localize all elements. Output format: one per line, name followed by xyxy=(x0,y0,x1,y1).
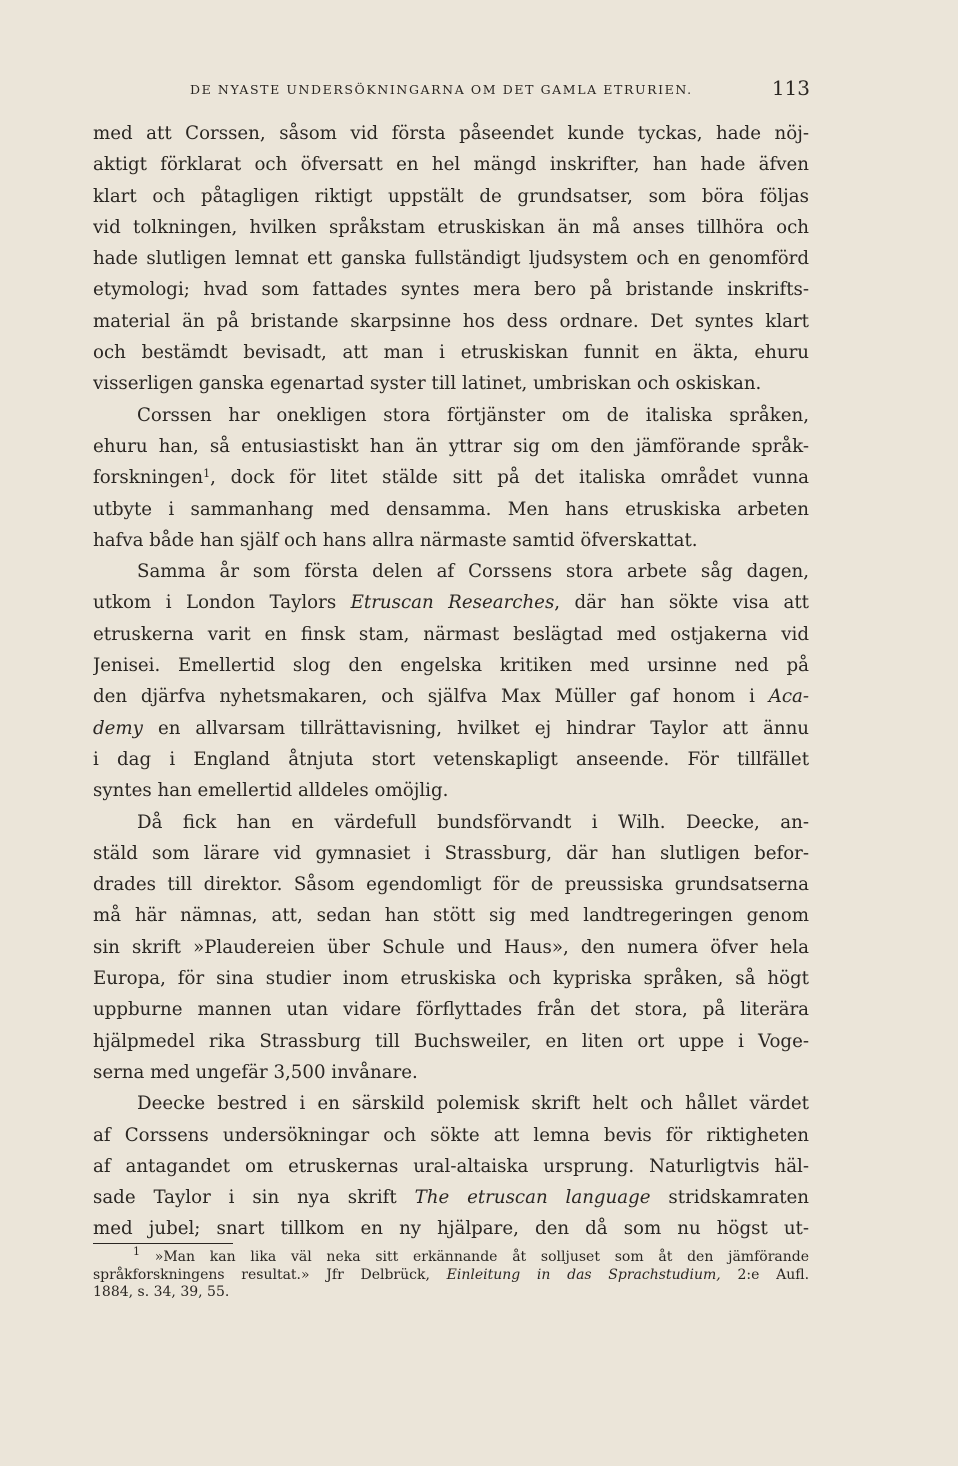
footnote-reference: 1 xyxy=(203,467,211,481)
text-line: stäld som lärare vid gymnasiet i Strassburg, där han slutligen befor- xyxy=(93,842,809,864)
text-line: må här nämnas, att, sedan han stött sig med landtregeringen genom xyxy=(93,905,809,927)
footnote-text: språkforskningens resultat.» Jfr Delbrück, xyxy=(93,1266,430,1283)
text-line: uppburne mannen utan vidare förflyttades från det stora, på literära xyxy=(93,999,809,1021)
text-line-with-title xyxy=(93,587,809,618)
footnote-line xyxy=(93,1267,809,1285)
page-number: 113 xyxy=(771,76,810,100)
text-line-with-title xyxy=(93,681,809,712)
text-line: och bestämdt bevisadt, att man i etruskiskan funnit en äkta, ehuru xyxy=(93,342,809,364)
text-line: drades till direktor. Såsom egendomligt för de preussiska grundsatserna xyxy=(93,874,809,896)
text-line: syntes han emellertid alldeles omöjlig. xyxy=(93,780,449,802)
text-line: med att Corssen, såsom vid första påseendet kunde tyckas, hade nöj- xyxy=(93,123,809,144)
text-line: af Corssens undersökningar och sökte att lemna bevis för riktigheten xyxy=(93,1124,809,1146)
text-line: Jenisei. Emellertid slog den engelska kritiken med ursinne ned på xyxy=(93,655,809,677)
body-text xyxy=(93,118,809,1245)
text-line: sin skrift »Plaudereien über Schule und Haus», den numera öfver hela xyxy=(93,936,809,958)
text-fragment: den djärfva nyhetsmakaren, och själfva Max Müller gaf honom i xyxy=(93,686,755,708)
text-line: serna med ungefär 3,500 invånare. xyxy=(93,1061,418,1083)
text-fragment: , där han sökte visa att xyxy=(554,592,809,614)
book-title: Etruscan Researches xyxy=(350,592,555,614)
footnote-line xyxy=(93,1245,809,1267)
book-title: The etruscan language xyxy=(414,1187,651,1209)
footnote xyxy=(93,1245,810,1302)
text-line: Corssen har onekligen stora förtjänster om de italiska språken, xyxy=(137,404,809,426)
text-fragment: utkom i London Taylors xyxy=(93,592,337,614)
text-fragment: stridskamraten xyxy=(668,1187,809,1209)
footnote-text: »Man kan lika väl neka sitt erkännande åt solljuset som åt den jämförande xyxy=(154,1249,809,1265)
text-line-with-title xyxy=(93,713,809,744)
text-line: etruskerna varit en finsk stam, närmast beslägtad med ostjakerna vid xyxy=(93,623,809,645)
text-line: Då fick han en värdefull bundsförvandt i Wilh. Deecke, an- xyxy=(137,811,809,833)
text-line: visserligen ganska egenartad syster till latinet, umbriskan och oskiskan. xyxy=(93,373,762,395)
footnote-text: 2:e Aufl. xyxy=(737,1266,810,1283)
text-fragment: forskningen xyxy=(93,467,204,489)
running-head: DE NYASTE UNDERSÖKNINGARNA OM DET GAMLA ETRURIEN. xyxy=(190,82,693,97)
text-line-with-title xyxy=(93,1182,809,1213)
text-line: Europa, för sina studier inom etruskiska och kypriska språken, så högt xyxy=(93,968,809,990)
text-line: hafva både han själf och hans allra närmaste samtid öfverskattat. xyxy=(93,529,698,551)
journal-title: demy xyxy=(93,717,143,739)
text-fragment: , dock för litet stälde sitt på det italiska området vunna xyxy=(210,467,809,489)
page-header xyxy=(190,78,810,104)
text-line: af antagandet om etruskernas ural-altaiska ursprung. Naturligtvis häl- xyxy=(93,1155,809,1177)
text-line: etymologi; hvad som fattades syntes mera bero på bristande inskrifts- xyxy=(93,279,809,301)
footnote-rule xyxy=(93,1243,233,1244)
text-line: med jubel; snart tillkom en ny hjälpare, den då som nu högst ut- xyxy=(93,1218,809,1240)
text-line: ehuru han, så entusiastiskt han än yttrar sig om den jämförande språk- xyxy=(93,435,809,457)
text-line: Deecke bestred i en särskild polemisk skrift helt och hållet värdet xyxy=(137,1093,809,1115)
text-line: klart och påtagligen riktigt uppstält de grundsatser, som böra följas xyxy=(93,185,809,207)
cited-title: Einleitung in das Sprachstudium, xyxy=(446,1266,721,1283)
text-line: hjälpmedel rika Strassburg till Buchsweiler, en liten ort uppe i Voge- xyxy=(93,1030,809,1052)
text-line: material än på bristande skarpsinne hos dess ordnare. Det syntes klart xyxy=(93,310,809,332)
text-line-with-note xyxy=(93,462,809,493)
text-fragment: sade Taylor i sin nya skrift xyxy=(93,1187,397,1209)
text-line: hade slutligen lemnat ett ganska fullständigt ljudsystem och en genomförd xyxy=(93,248,809,270)
text-line: aktigt förklarat och öfversatt en hel mängd inskrifter, han hade äfven xyxy=(93,154,809,176)
text-fragment: en allvarsam tillrättavisning, hvilket ej hindrar Taylor att ännu xyxy=(157,717,809,739)
footnote-line: 1884, s. 34, 39, 55. xyxy=(93,1284,230,1300)
text-line: utbyte i sammanhang med densamma. Men hans etruskiska arbeten xyxy=(93,498,809,520)
text-line: Samma år som första delen af Corssens stora arbete såg dagen, xyxy=(137,561,809,583)
text-line: i dag i England åtnjuta stort vetenskapligt anseende. För tillfället xyxy=(93,748,809,770)
text-line: vid tolkningen, hvilken språkstam etruskiskan än må anses tillhöra och xyxy=(93,216,809,238)
journal-title: Aca- xyxy=(768,686,809,708)
footnote-marker: 1 xyxy=(133,1245,140,1258)
